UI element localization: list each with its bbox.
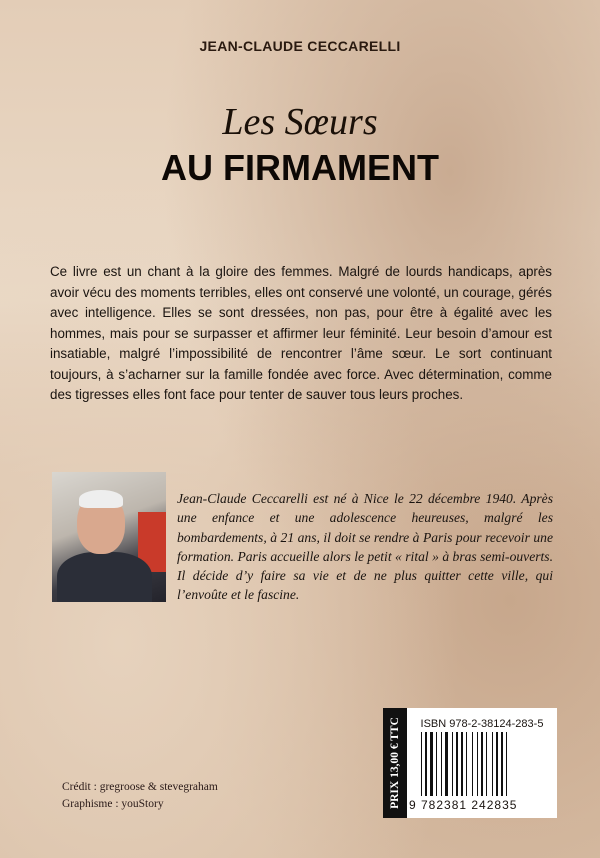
barcode-bar: [501, 732, 503, 796]
price-label: [383, 708, 407, 818]
barcode-digits: 9 782381 242835: [409, 798, 518, 812]
barcode-box: [407, 708, 557, 818]
barcode-bar: [472, 732, 473, 796]
credits: [62, 779, 218, 813]
barcode-icon: [421, 732, 541, 804]
photo-credit: Crédit : gregroose & stevegraham: [62, 781, 218, 793]
barcode-bar: [441, 732, 442, 796]
barcode-bar: [504, 732, 505, 796]
barcode-bar: [468, 732, 471, 796]
barcode-bar: [430, 732, 433, 796]
barcode-bar: [477, 732, 478, 796]
barcode-bar: [484, 732, 485, 796]
title-line-1: Les Sœurs: [222, 101, 378, 143]
barcode-bar: [425, 732, 427, 796]
barcode-bar: [421, 732, 422, 796]
barcode-bar: [423, 732, 424, 796]
barcode-bar: [434, 732, 435, 796]
barcode-bar: [474, 732, 476, 796]
design-credit: Graphisme : youStory: [62, 798, 164, 810]
barcode-bar: [443, 732, 444, 796]
title-line-2: AU FIRMAMENT: [161, 147, 439, 188]
barcode-bar: [496, 732, 498, 796]
barcode-bar: [494, 732, 495, 796]
barcode-bar: [488, 732, 491, 796]
barcode-bar: [428, 732, 429, 796]
barcode-bar: [486, 732, 487, 796]
barcode-bar: [506, 732, 507, 796]
author-bio: Jean-Claude Ceccarelli est né à Nice le 22 décembre 1940. Après une enfance et une adolescence heureuses, malgré les bombardements, à 21 ans, il doit se rendre à Paris pour recevoir une formation. Paris accueille alors le petit « rital » à bras semi-ouverts. Il décide d’y faire sa vie et de ne plus quitter cette ville, qui l’envoûte et le fascine.: [177, 491, 553, 603]
isbn-text: ISBN 978-2-38124-283-5: [420, 718, 544, 730]
barcode-bar: [452, 732, 453, 796]
barcode-bar: [454, 732, 455, 796]
price-text: PRIX 13,00 € TTC: [389, 717, 401, 809]
barcode-bar: [461, 732, 463, 796]
book-summary: Ce livre est un chant à la gloire des femmes. Malgré de lourds handicaps, après avoir vécu des moments terribles, elles ont conservé une volonté, un courage, gérés avec intelligence. Elles se sont dressées, non pas, pour être à égalité avec les hommes, mais pour se surpasser et affirmer leur féminité. Leur besoin d’amour est insatiable, malgré l’impossibilité de rencontrer l’âme sœur. Le sort continuant toujours, à s’acharner sur la famille fondée avec force. Avec détermination, comme des tigresses elles font face pour tenter de sauver tous leurs proches.: [50, 264, 552, 402]
barcode-bar: [456, 732, 458, 796]
barcode-bar: [479, 732, 480, 796]
barcode-bar: [438, 732, 440, 796]
barcode-bar: [436, 732, 437, 796]
barcode-bar: [459, 732, 460, 796]
author-name: JEAN-CLAUDE CECCARELLI: [199, 38, 401, 54]
barcode-bar: [492, 732, 493, 796]
barcode-bar: [464, 732, 465, 796]
barcode-bar: [481, 732, 483, 796]
barcode-bar: [445, 732, 448, 796]
barcode-bar: [466, 732, 467, 796]
barcode-bar: [499, 732, 500, 796]
author-photo: [52, 472, 166, 602]
barcode-bar: [449, 732, 451, 796]
